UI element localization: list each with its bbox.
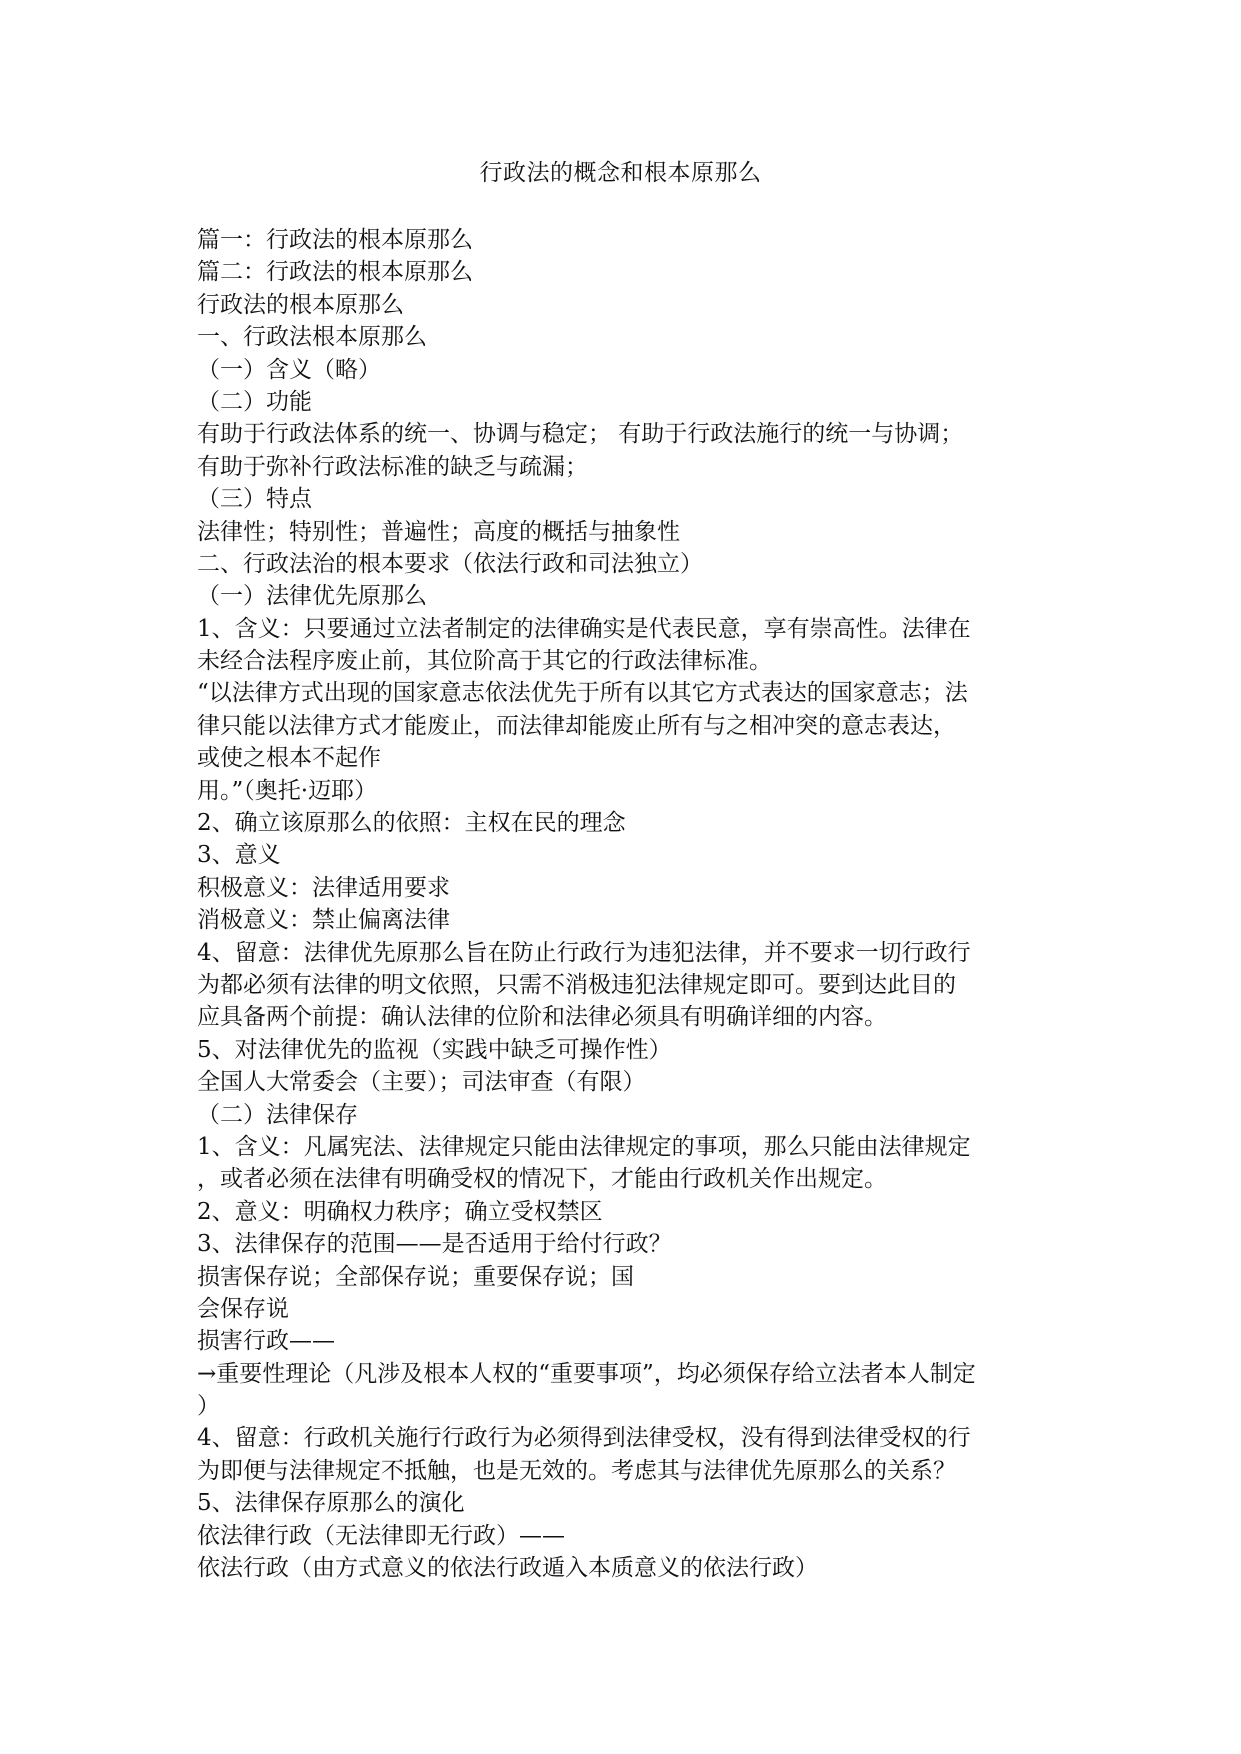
text-line: （二）法律保存 [197, 1101, 358, 1128]
text-line: 法律性；特别性；普遍性；高度的概括与抽象性 [197, 518, 680, 545]
text-line: 二、行政法治的根本要求（依法行政和司法独立） [197, 550, 703, 577]
text-line: 损害行政—— [197, 1328, 335, 1355]
text-line: 3、意义 [197, 842, 281, 869]
text-line: 会保存说 [197, 1295, 289, 1322]
text-line: 4、留意：法律优先原那么旨在防止行政行为违犯法律，并不要求一切行政行 [197, 939, 971, 966]
document-body [197, 224, 1077, 1584]
text-line: 积极意义：法律适用要求 [197, 874, 450, 901]
text-line: 为都必须有法律的明文依照，只需不消极违犯法律规定即可。要到达此目的 [197, 971, 956, 998]
text-line: 5、对法律优先的监视（实践中缺乏可操作性） [197, 1036, 672, 1063]
text-line: 1、含义：凡属宪法、法律规定只能由法律规定的事项，那么只能由法律规定 [197, 1133, 971, 1160]
text-line: 2、确立该原那么的依照：主权在民的理念 [197, 810, 626, 837]
text-line: 5、法律保存原那么的演化 [197, 1490, 465, 1517]
text-line: 篇二：行政法的根本原那么 [197, 259, 473, 286]
text-line: 全国人大常委会（主要）；司法审查（有限） [197, 1069, 646, 1096]
text-line: 依法行政（由方式意义的依法行政遁入本质意义的依法行政） [197, 1555, 818, 1582]
text-line: （一）法律优先原那么 [197, 583, 427, 610]
text-line: 有助于行政法体系的统一、协调与稳定； 有助于行政法施行的统一与协调； [197, 421, 964, 448]
text-line: （三）特点 [197, 486, 312, 513]
text-line: 律只能以法律方式才能废止，而法律却能废止所有与之相冲突的意志表达， [197, 712, 956, 739]
text-line: 用。”（奥托·迈耶） [197, 777, 378, 804]
text-line: 4、留意：行政机关施行行政行为必须得到法律受权，没有得到法律受权的行 [197, 1425, 971, 1452]
text-line: （一）含义（略） [197, 356, 381, 383]
text-line: →重要性理论（凡涉及根本人权的“重要事项”，均必须保存给立法者本人制定 [197, 1360, 976, 1387]
text-line: “以法律方式出现的国家意志依法优先于所有以其它方式表达的国家意志；法 [197, 680, 968, 707]
text-line: 2、意义：明确权力秩序；确立受权禁区 [197, 1198, 603, 1225]
text-line: 应具备两个前提：确认法律的位阶和法律必须具有明确详细的内容。 [197, 1004, 887, 1031]
text-line: 或使之根本不起作 [197, 745, 381, 772]
text-line: 篇一：行政法的根本原那么 [197, 227, 473, 253]
text-line: 未经合法程序废止前，其位阶高于其它的行政法律标准。 [197, 648, 772, 675]
text-line: 消极意义：禁止偏离法律 [197, 907, 450, 934]
text-line: 损害保存说；全部保存说；重要保存说；国 [197, 1263, 634, 1290]
text-line: ） [197, 1393, 220, 1420]
text-line: （二）功能 [197, 388, 312, 415]
text-line: 3、法律保存的范围——是否适用于给付行政？ [197, 1231, 672, 1258]
document-title: 行政法的概念和根本原那么 [479, 160, 762, 186]
text-line: 行政法的根本原那么 [197, 291, 404, 318]
text-line: 1、含义：只要通过立法者制定的法律确实是代表民意，享有崇高性。法律在 [197, 615, 971, 642]
text-line: ，或者必须在法律有明确受权的情况下，才能由行政机关作出规定。 [197, 1166, 887, 1193]
text-line: 有助于弥补行政法标准的缺乏与疏漏； [197, 453, 588, 480]
text-line: 依法律行政（无法律即无行政）—— [197, 1522, 565, 1549]
text-line: 为即便与法律规定不抵触，也是无效的。考虑其与法律优先原那么的关系？ [197, 1457, 956, 1484]
text-line: 一、行政法根本原那么 [197, 324, 427, 351]
